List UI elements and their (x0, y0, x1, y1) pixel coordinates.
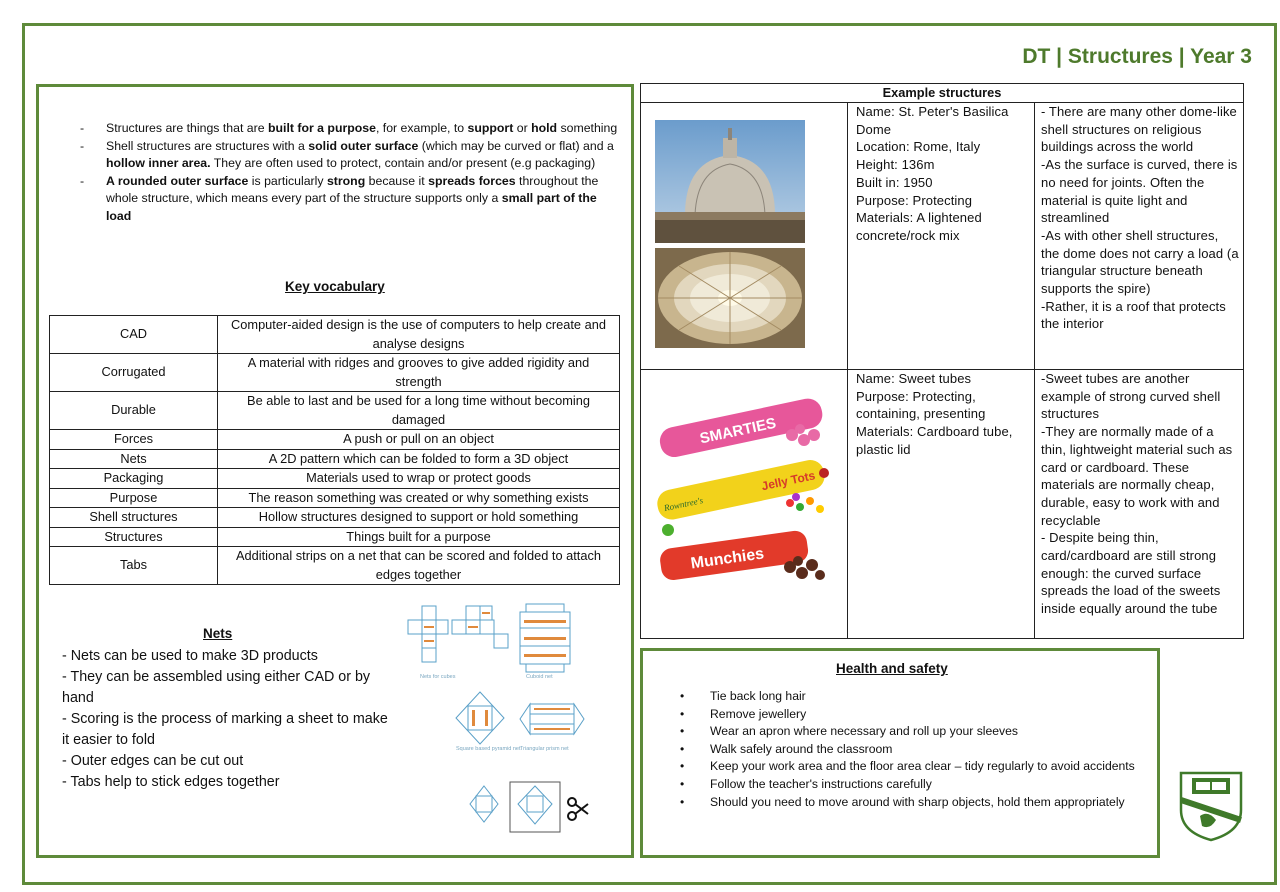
vocab-row (50, 449, 620, 469)
vocab-definition: Hollow structures designed to support or hold something (218, 508, 620, 528)
vocab-term: Forces (50, 430, 218, 450)
health-item: • Should you need to move around with sharp objects, hold them appropriately (680, 794, 1140, 812)
vocab-term: Packaging (50, 469, 218, 489)
intro-text-run: hollow inner area. (106, 156, 211, 170)
vocab-definition: Additional strips on a net that can be scored and folded to attach edges together (218, 547, 620, 585)
vocab-definition: Be able to last and be used for a long time without becoming damaged (218, 392, 620, 430)
vocab-definition: A 2D pattern which can be folded to form a 3D object (218, 449, 620, 469)
intro-text-run: built for a purpose (268, 121, 376, 135)
health-item: • Remove jewellery (680, 706, 1140, 724)
intro-bullet (80, 173, 620, 226)
page-title: DT | Structures | Year 3 (1022, 45, 1252, 68)
intro-text-run: something (557, 121, 618, 135)
intro-text-run: because it (365, 173, 429, 188)
vocab-row (50, 488, 620, 508)
intro-text-run: support (467, 121, 514, 135)
nets-line: - Nets can be used to make 3D products (62, 648, 318, 664)
example-structures-heading: Example structures (641, 84, 1243, 103)
vocab-term: CAD (50, 316, 218, 354)
smarties-label: SMARTIES (698, 414, 778, 448)
intro-text-run: (which may be curved or flat) and a (418, 138, 614, 153)
health-item: • Walk safely around the classroom (680, 741, 1140, 759)
intro-bullet (80, 120, 620, 138)
sweet-tubes-notes: -Sweet tubes are another example of strong curved shell structures -They are normally made of a thin, lightweight material such as card or cardboard. These materials are normally cheap, durable, easy to work with and recyclable - Despite being thin, card/cardboard are still strong enough: the curved surface spreads the load of the sweets inside equally around the tube (1041, 371, 1233, 617)
vocab-row (50, 430, 620, 450)
nets-diagram (400, 600, 620, 840)
intro-text-run: is particularly (248, 173, 327, 188)
vocab-term: Structures (50, 527, 218, 547)
intro-text-run: spreads forces (428, 173, 516, 188)
sweet-tubes-info: Name: Sweet tubes Purpose: Protecting, containing, presenting Materials: Cardboard tube, plastic lid (856, 371, 1013, 457)
vocab-term: Nets (50, 449, 218, 469)
vocab-term: Purpose (50, 488, 218, 508)
nets-line: - Outer edges can be cut out (62, 753, 244, 769)
dome-interior-photo (655, 248, 805, 348)
net-label-cubes: Nets for cubes (420, 674, 456, 680)
vocab-definition: Materials used to wrap or protect goods (218, 469, 620, 489)
rowntrees-label: Rowntree's (663, 495, 704, 514)
health-heading: Health and safety (836, 661, 948, 676)
health-list (680, 688, 1140, 811)
scissors-icon (568, 798, 588, 820)
vocab-term: Tabs (50, 547, 218, 585)
vocab-definition: A material with ridges and grooves to give added rigidity and strength (218, 354, 620, 392)
vocab-definition: A push or pull on an object (218, 430, 620, 450)
vocab-row (50, 547, 620, 585)
dome-exterior-photo (655, 120, 805, 243)
nets-text (62, 646, 392, 793)
health-item: • Wear an apron where necessary and roll up your sleeves (680, 723, 1140, 741)
school-crest (1178, 770, 1244, 842)
intro-text-run: small part of the load (106, 191, 597, 223)
intro-text-run: A rounded outer surface (106, 173, 249, 188)
nets-line: - Scoring is the process of marking a sheet to make it easier to fold (62, 711, 388, 748)
vocab-heading: Key vocabulary (285, 279, 385, 294)
intro-text-run: hold (531, 121, 558, 135)
net-label-cuboid: Cuboid net (526, 674, 553, 680)
vocab-term: Durable (50, 392, 218, 430)
nets-line: - They can be assembled using either CAD or by hand (62, 669, 371, 706)
health-item: • Follow the teacher's instructions carefully (680, 776, 1140, 794)
intro-text-run: or (513, 121, 532, 135)
vocab-table (49, 315, 620, 585)
health-item: • Keep your work area and the floor area clear – tidy regularly to avoid accidents (680, 758, 1140, 776)
intro-text-run: They are often used to protect, contain and/or present (e.g packaging) (210, 156, 596, 170)
vocab-row (50, 354, 620, 392)
net-label-prism: Triangular prism net (520, 746, 569, 752)
vocab-row (50, 527, 620, 547)
health-item: • Tie back long hair (680, 688, 1140, 706)
intro-text-run: Structures are things that are (106, 121, 268, 135)
intro-text-run: Shell structures are structures with a (106, 138, 309, 153)
nets-line: - Tabs help to stick edges together (62, 774, 280, 790)
net-label-pyramid: Square based pyramid net (456, 746, 521, 752)
intro-text-run: throughout the whole structure, which means every part of the structure supports only a (106, 173, 599, 205)
vocab-row (50, 469, 620, 489)
vocab-definition: Computer-aided design is the use of computers to help create and analyse designs (218, 316, 620, 354)
vocab-row (50, 316, 620, 354)
vocab-definition: Things built for a purpose (218, 527, 620, 547)
vocab-row (50, 508, 620, 528)
vocab-definition: The reason something was created or why something exists (218, 488, 620, 508)
vocab-term: Shell structures (50, 508, 218, 528)
sweet-tubes-photo (650, 385, 840, 585)
intro-bullets (80, 120, 620, 225)
intro-text-run: , for example, to (375, 121, 468, 135)
jelly-tots-label: Jelly Tots (760, 468, 817, 494)
nets-heading: Nets (203, 626, 233, 641)
dome-info: Name: St. Peter's Basilica Dome Location: Rome, Italy Height: 136m Built in: 1950 Purpose: Protecting Materials: A lightened concrete/rock mix (856, 104, 1009, 243)
intro-text-run: solid outer surface (308, 138, 419, 153)
munchies-label: Munchies (689, 545, 766, 573)
vocab-term: Corrugated (50, 354, 218, 392)
vocab-row (50, 392, 620, 430)
intro-bullet (80, 138, 620, 173)
intro-text-run: strong (326, 173, 366, 188)
dome-notes: - There are many other dome-like shell structures on religious buildings across the world -As the surface is curved, there is no need for joints. Often the material is quite light and streamlined -As with other shell structures, the dome does not carry a load (a triangular structure beneath supports the spire) -Rather, it is a roof that protects the interior (1041, 104, 1239, 332)
